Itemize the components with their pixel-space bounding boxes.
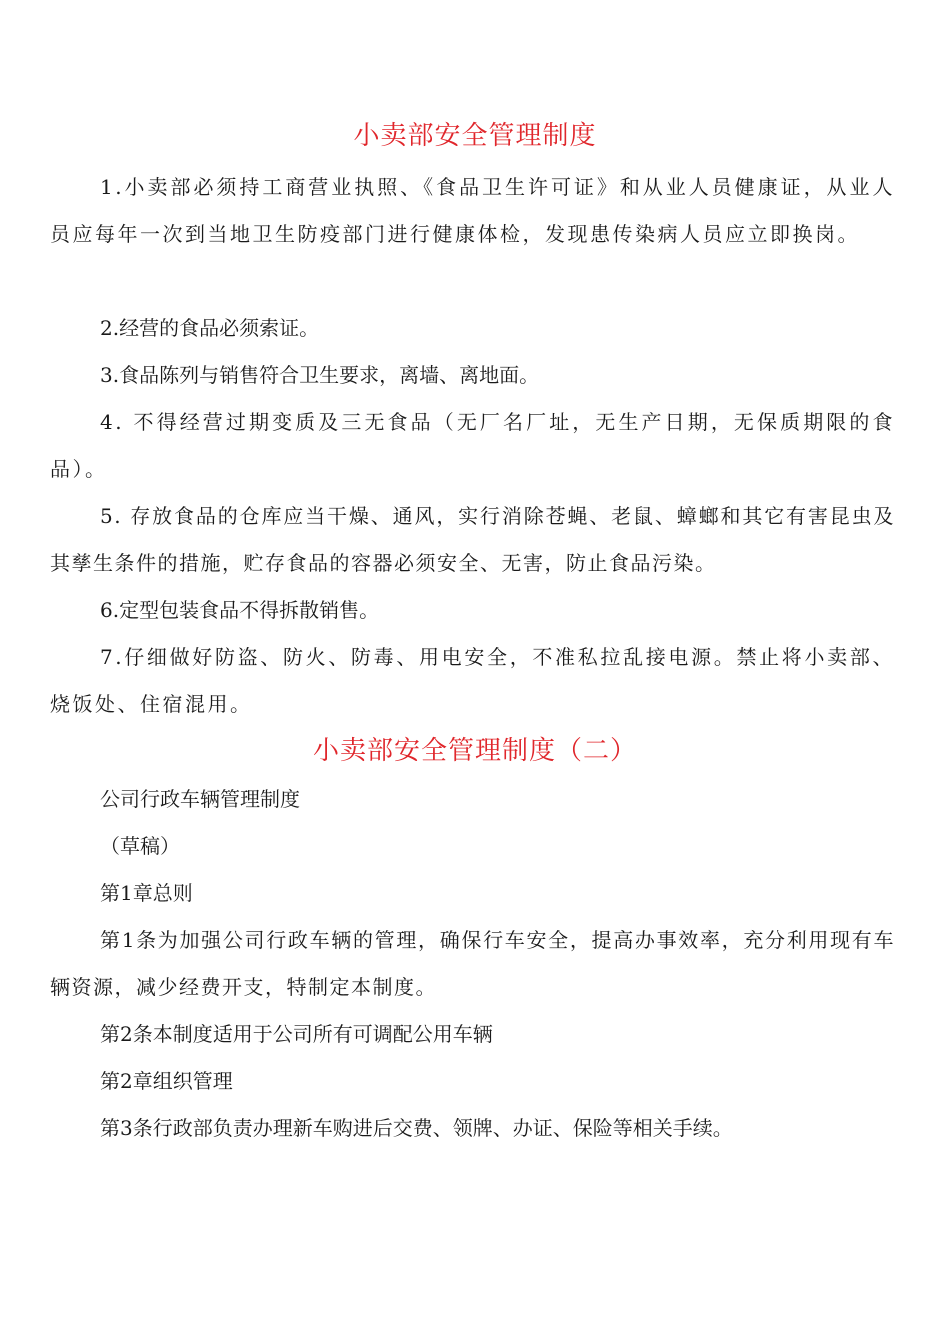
section-heading: 公司行政车辆管理制度 [100,787,300,811]
rule-item-2: 2.经营的食品必须索证。 [100,316,320,340]
rule-item-7: 7.仔细做好防盗、防火、防毒、用电安全，不准私拉乱接电源。禁止将小卖部、烧饭处、住宿混用。 [50,645,895,716]
rule-item-5: 5. 存放食品的仓库应当干燥、通风，实行消除苍蝇、老鼠、蟑螂和其它有害昆虫及其孳生条件的措施，贮存食品的容器必须安全、无害，防止食品污染。 [50,504,895,575]
rule-item-3: 3.食品陈列与销售符合卫生要求，离墙、离地面。 [100,363,540,387]
rule-item-6: 6.定型包装食品不得拆散销售。 [100,598,380,622]
draft-label: （草稿） [100,834,180,858]
document-title: 小卖部安全管理制度 [353,121,597,151]
article-1: 第1条为加强公司行政车辆的管理，确保行车安全，提高办事效率，充分利用现有车辆资源，减少经费开支，特制定本制度。 [50,928,895,999]
rule-item-1: 1.小卖部必须持工商营业执照、《食品卫生许可证》和从业人员健康证，从业人员应每年一次到当地卫生防疫部门进行健康体检，发现患传染病人员应立即换岗。 [50,175,895,246]
article-2: 第2条本制度适用于公司所有可调配公用车辆 [100,1022,493,1046]
article-3: 第3条行政部负责办理新车购进后交费、领牌、办证、保险等相关手续。 [100,1116,733,1140]
section-title: 小卖部安全管理制度（二） [312,736,637,766]
chapter-heading-2: 第2章组织管理 [100,1069,233,1093]
chapter-heading-1: 第1章总则 [100,881,193,905]
rule-item-4: 4. 不得经营过期变质及三无食品（无厂名厂址，无生产日期，无保质期限的食品）。 [50,410,895,481]
